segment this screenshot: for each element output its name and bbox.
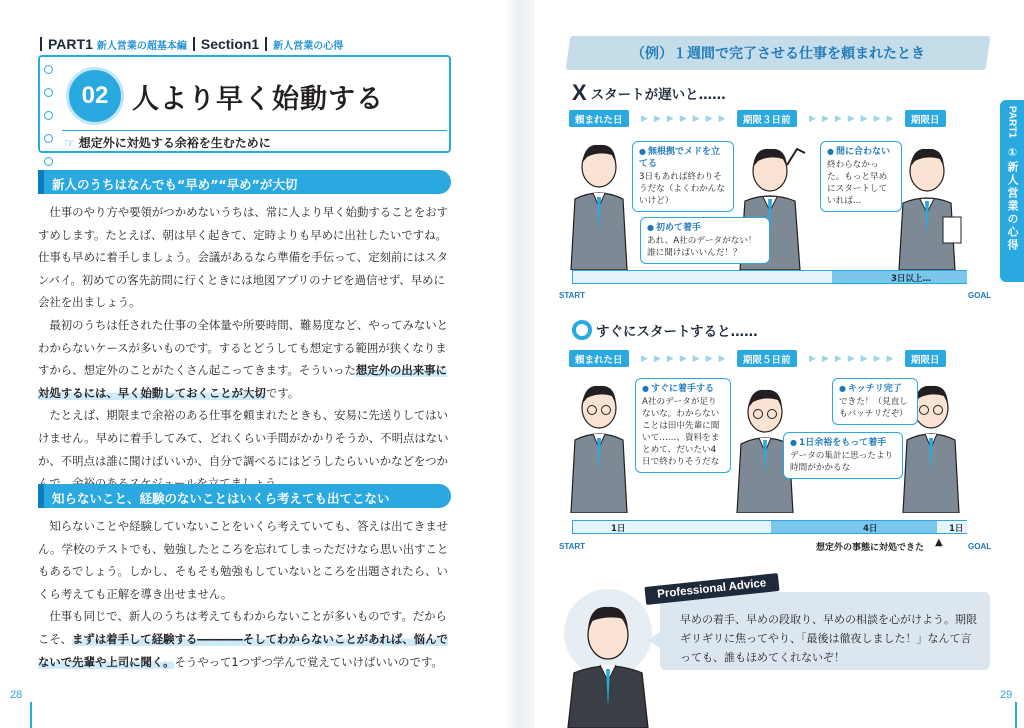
section-body-2 [38,515,453,673]
progress-segment-4days [771,521,937,533]
page-header [38,36,343,52]
section-description: 新人営業の心得 [273,40,344,52]
side-tab-part: PART1 [1006,106,1018,139]
chapter-side-tab [1000,100,1024,282]
paragraph: 最初のうちは任された仕事の全体量や所要時間、難易度など、やってみないとわからないケースが多いものです。するとどうしても想定する範囲が狭くなりますから、想定外のことがたくさん起こってきます。そういった想定外の出来事に対処するには、早く始動しておくことが大切です。 [38,317,449,400]
page-number-right: 29 [1000,689,1013,701]
chapter-subtitle-text: 想定外に対処する余裕を生むために [78,136,271,150]
speech-bubble [632,141,734,212]
paragraph: 知らないことや経験していないことをいくら考えていても、答えは出てきません。学校のテストでも、勉強したところを忘れてしまっただけなら思い出すこともあるでしょう。しかし、そもそも勉強もしていないところを出題されたら、いくら考えても正解を導き出せません。 [38,519,449,601]
bubble-text: A社のデータが足りないな。わからないことは田中先輩に聞いて……、資料をまとめて、だいたい4日で終わりそうだな [642,397,720,467]
arrow-icons: ▶▶▶▶▶▶▶ [641,354,732,364]
advice-box: 早めの着手、早めの段取り、早めの相談を心がけよう。期限ギリギリに焦ってやり、「最後は徹夜しました！」なんて言っても、誰もほめてくれないぞ！ [660,592,990,670]
speech-bubble [832,378,918,425]
bubble-heading: ● すぐに着手する [642,383,724,395]
bubble-heading: ● キッチリ完了 [839,383,911,395]
chapter-title: 人より早く始動する [132,84,384,115]
part-label: PART1 [48,36,93,52]
arrow-icons: ▶▶▶▶▶▶▶ [809,354,900,364]
paragraph: 仕事のやり方や要領がつかめないうちは、常に人より早く始動することをおすすめします。たとえば、朝は早く起きて、定時よりも早めに出社したいですね。仕事も早めに着手しましょう。会議があるなら準備を手伝って、定刻前にはスタンバイ。初めての客先訪問に行くときには地図アプリのナビを過信せず、早めに会社を出ましょう。 [38,205,449,310]
bubble-heading: ● 無根拠でメドを立てる [639,146,727,170]
header-divider [265,37,267,51]
arrow-icons: ▶▶▶▶▶▶▶ [809,114,900,124]
title-divider [62,130,447,131]
goal-label: GOAL [968,291,992,300]
start-label: START [559,542,586,551]
start-label: START [559,291,586,300]
book-gutter [505,0,535,728]
bubble-text: データの集計に思ったより時間がかかるな [790,451,894,473]
late-progress-bar [572,270,967,284]
arrow-icons: ▶▶▶▶▶▶▶ [641,114,732,124]
bubble-heading: ● 1日余裕をもって着手 [790,437,896,449]
tag-deadline-minus: 期限３日前 [737,110,797,127]
arrow-up-icon: ▲ [935,537,943,548]
page-edge-bar [30,702,32,728]
late-timeline [569,110,965,128]
highlight-text: まずは着手して経験する――――そしてわからないことがあれば、悩んでないで先輩や上司に聞く。 [38,631,448,669]
part-description: 新人営業の超基本編 [96,40,187,52]
chapter-title-box [38,55,451,153]
example-banner: （例）１週間で完了させる仕事を頼まれたとき [566,36,991,70]
bubble-heading: ● 初めて着手 [647,222,763,234]
bubble-text: できた！（見直しもバッチリだぞ） [839,397,908,419]
bubble-heading: ● 間に合わない [827,146,895,158]
chapter-number: 02 [66,67,124,125]
speech-bubble [783,432,903,479]
advisor-illustration [560,585,656,728]
early-progress-bar [572,520,967,534]
disappointed-businessman-figure [899,149,961,270]
handled-unexpected-note: 想定外の事態に対処できた [816,543,925,553]
side-tab-section: ①新人営業の心得 [1006,146,1019,253]
advice-label: Professional Advice [644,573,779,605]
pointing-hand-icon: ☞ [64,135,75,150]
tag-deadline-minus: 期限５日前 [737,350,797,367]
bubble-text: 終わらなかった。もっと早めにスタートしていれば… [827,160,888,206]
early-start-title [572,320,758,340]
early-timeline [569,350,965,368]
page-edge-bar [1015,702,1017,728]
cross-mark-icon: X [572,80,587,105]
progress-label: 1日 [611,524,626,534]
section-label: Section1 [200,36,260,52]
highlight-text: 想定外の出来事に対処するには、早く始動しておくことが大切 [38,363,447,400]
tag-deadline: 期限日 [905,110,946,127]
bubble-text: 3日もあれば終わりそうだな（よくわかんないけど） [639,172,725,206]
paragraph: 仕事も同じで、新人のうちは考えてもわからないことが多いものです。だからこそ、まずは着手して経験する――――そしてわからないことがあれば、悩んでないで先輩や上司に聞く。そうやって1つずつ学んで覚えていけばいいのです。 [38,609,448,669]
speech-bubble [635,378,731,473]
speech-bubble [820,141,902,212]
confident-businessman-figure [571,386,627,513]
header-divider [40,37,42,51]
page-number-left: 28 [10,689,23,701]
section-body-1 [38,201,453,495]
tag-requested-day: 頼まれた日 [569,110,629,127]
late-start-title [572,80,726,106]
businessman-figure [571,145,627,270]
tag-requested-day: 頼まれた日 [569,350,629,367]
header-divider [193,37,195,51]
chapter-subtitle [64,134,271,151]
left-page [0,0,505,728]
early-start-title-text: すぐにスタートすると…… [596,324,758,340]
paragraph: たとえば、期限まで余裕のある仕事を頼まれたときも、安易に先送りしてはいけません。早めに着手してみて、どれくらい手間がかかりそうか、不明点はないか、不明点は誰に聞けばいいか、自分で調べるにはどうしたらいいかなどをつか [38,408,449,468]
section-heading-2: 知らないこと、経験のないことはいくら考えても出てこない [38,484,451,508]
progress-label: 3日以上… [891,274,931,284]
section-heading-1: 新人のうちはなんでも“早め”“早め”が大切 [38,170,451,194]
progress-label: 4日 [863,524,878,534]
goal-label: GOAL [968,542,992,551]
speech-bubble [640,217,770,264]
tag-deadline: 期限日 [905,350,946,367]
bubble-text: あれ、A社のデータがない！誰に聞けばいいんだ！？ [647,236,757,258]
late-start-title-text: スタートが遅いと…… [590,87,726,103]
circle-mark-icon [572,320,592,340]
notebook-rings [44,65,53,166]
progress-label: 1日 [949,524,964,534]
